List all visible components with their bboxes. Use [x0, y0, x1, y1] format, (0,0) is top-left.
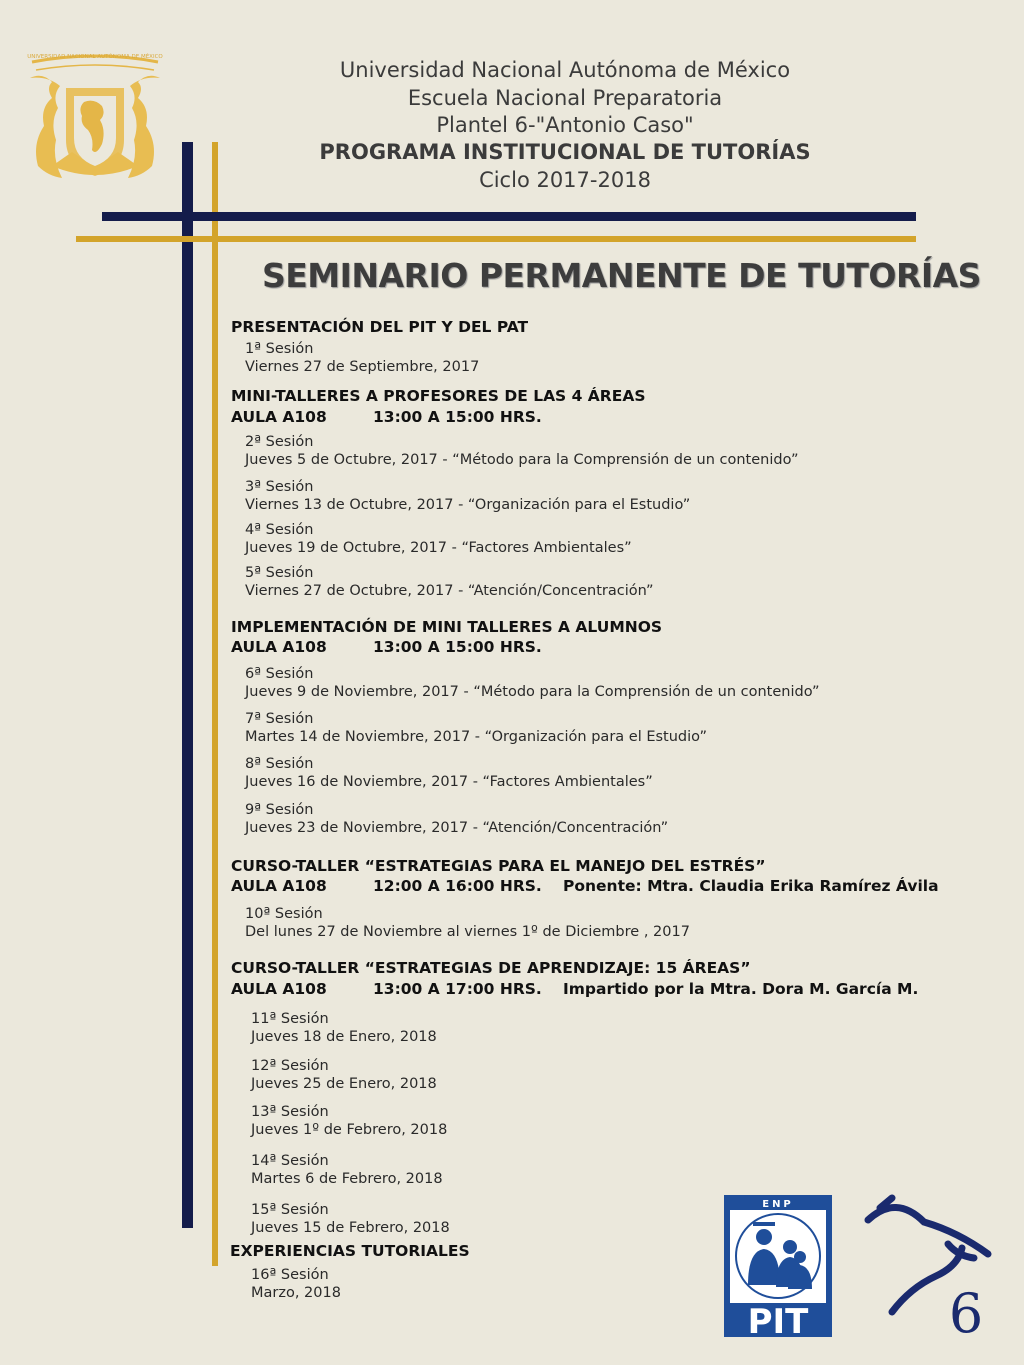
session-detail: Martes 6 de Febrero, 2018	[251, 1171, 443, 1187]
session-label: 4ª Sesión	[245, 522, 314, 538]
room-label: AULA A108	[231, 980, 327, 998]
plantel-6-logo-icon	[862, 1192, 996, 1342]
session-detail: Viernes 13 de Octubre, 2017 - “Organización para el Estudio”	[245, 497, 691, 513]
session-label: 10ª Sesión	[245, 906, 323, 922]
section-heading: CURSO-TALLER “ESTRATEGIAS PARA EL MANEJO DEL ESTRÉS”	[231, 857, 766, 875]
time-label: 13:00 A 17:00 HRS.	[373, 980, 542, 998]
session-detail: Viernes 27 de Septiembre, 2017	[245, 359, 480, 375]
session-detail: Jueves 16 de Noviembre, 2017 - “Factores Ambientales”	[245, 774, 653, 790]
gold-horizontal-bar	[76, 236, 916, 242]
room-label: AULA A108	[231, 408, 327, 426]
page-title: SEMINARIO PERMANENTE DE TUTORÍAS	[262, 256, 981, 295]
session-label: 5ª Sesión	[245, 565, 314, 581]
session-label: 16ª Sesión	[251, 1267, 329, 1283]
section-heading: MINI-TALLERES A PROFESORES DE LAS 4 ÁREAS	[231, 387, 646, 405]
session-detail: Jueves 9 de Noviembre, 2017 - “Método para la Comprensión de un contenido”	[245, 684, 820, 700]
school-name: Escuela Nacional Preparatoria	[407, 86, 723, 110]
pit-logo-text: PIT	[747, 1302, 809, 1337]
session-label: 2ª Sesión	[245, 434, 314, 450]
session-label: 11ª Sesión	[251, 1011, 329, 1027]
pit-logo-top-text: ENP	[762, 1199, 794, 1210]
session-detail: Jueves 19 de Octubre, 2017 - “Factores Ambientales”	[245, 540, 632, 556]
unam-seal-icon	[22, 48, 168, 190]
session-detail: Martes 14 de Noviembre, 2017 - “Organización para el Estudio”	[245, 729, 708, 745]
plantel-6-number: 6	[948, 1282, 984, 1342]
session-label: 8ª Sesión	[245, 756, 314, 772]
session-detail: Jueves 23 de Noviembre, 2017 - “Atención/Concentración”	[245, 820, 669, 836]
session-detail: Jueves 15 de Febrero, 2018	[251, 1220, 450, 1236]
section-heading: PRESENTACIÓN DEL PIT Y DEL PAT	[231, 318, 529, 336]
session-label: 6ª Sesión	[245, 666, 314, 682]
section-heading: EXPERIENCIAS TUTORIALES	[230, 1242, 470, 1260]
session-label: 7ª Sesión	[245, 711, 314, 727]
session-detail: Jueves 1º de Febrero, 2018	[251, 1122, 448, 1138]
speaker-label: Ponente: Mtra. Claudia Erika Ramírez Ávila	[563, 877, 939, 895]
session-label: 9ª Sesión	[245, 802, 314, 818]
session-detail: Jueves 18 de Enero, 2018	[251, 1029, 437, 1045]
session-detail: Jueves 25 de Enero, 2018	[251, 1076, 437, 1092]
unam-seal-text: UNIVERSIDAD NACIONAL AUTÓNOMA DE MÉXICO	[27, 54, 163, 60]
program-name: PROGRAMA INSTITUCIONAL DE TUTORÍAS	[319, 140, 811, 164]
section-heading: IMPLEMENTACIÓN DE MINI TALLERES A ALUMNOS	[231, 618, 663, 636]
university-name: Universidad Nacional Autónoma de México	[339, 58, 791, 82]
time-label: 12:00 A 16:00 HRS.	[373, 877, 542, 895]
gold-vertical-bar	[212, 142, 218, 1266]
time-label: 13:00 A 15:00 HRS.	[373, 408, 542, 426]
time-label: 13:00 A 15:00 HRS.	[373, 638, 542, 656]
session-label: 14ª Sesión	[251, 1153, 329, 1169]
session-detail: Jueves 5 de Octubre, 2017 - “Método para la Comprensión de un contenido”	[245, 452, 799, 468]
session-label: 12ª Sesión	[251, 1058, 329, 1074]
room-label: AULA A108	[231, 638, 327, 656]
cycle: Ciclo 2017-2018	[479, 168, 651, 192]
pit-logo-icon	[724, 1195, 832, 1337]
session-detail: Viernes 27 de Octubre, 2017 - “Atención/Concentración”	[245, 583, 654, 599]
session-label: 1ª Sesión	[245, 341, 314, 357]
navy-vertical-bar	[182, 142, 193, 1228]
session-detail: Marzo, 2018	[251, 1285, 341, 1301]
session-detail: Del lunes 27 de Noviembre al viernes 1º de Diciembre , 2017	[245, 924, 690, 940]
navy-horizontal-bar	[102, 212, 916, 221]
section-heading: CURSO-TALLER “ESTRATEGIAS DE APRENDIZAJE: 15 ÁREAS”	[231, 959, 751, 977]
room-label: AULA A108	[231, 877, 327, 895]
session-label: 15ª Sesión	[251, 1202, 329, 1218]
speaker-label: Impartido por la Mtra. Dora M. García M.	[563, 980, 919, 998]
session-label: 13ª Sesión	[251, 1104, 329, 1120]
session-label: 3ª Sesión	[245, 479, 314, 495]
campus-name: Plantel 6-"Antonio Caso"	[436, 113, 694, 137]
